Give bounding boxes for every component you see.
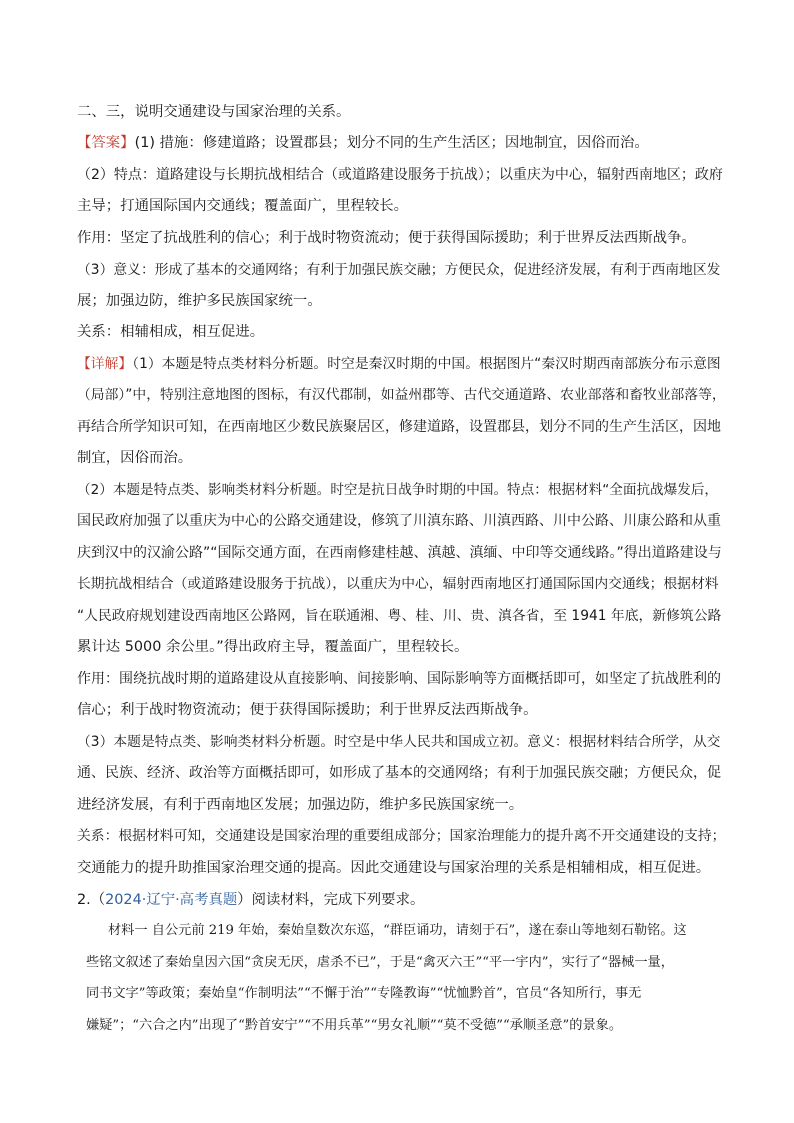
detail-text-9: “人民政府规划建设西南地区公路网，旨在联通湘、粤、桂、川、贵、滇各省，至 1941 年底，新修筑公路: [77, 608, 722, 624]
detail-text-10: 累计达 5000 余公里。”得出政府主导，覆盖面广，里程较长。: [77, 639, 469, 655]
question-2-close: ）: [237, 892, 252, 908]
material-line-3: 同书文字”等政策；秦始皇“作制明法”“不懈于治”“专隆教诲”“忧恤黔首”，官员“各知所行，事无: [86, 986, 642, 1001]
detail-text-4: 制宜，因俗而治。: [77, 450, 193, 466]
detail-text-2: （局部）”中，特别注意地图的图标，有汉代郡制，如益州郡等、古代交通道路、农业部落和畜牧业部落等，: [77, 387, 726, 403]
answer-line: [77, 134, 727, 152]
material-line-2: 些铭文叙述了秦始皇因六国“贪戾无厌，虐杀不已”，于是“禽灭六王”“平一宇内”，实行了“器械一量，: [86, 955, 674, 970]
detail-text-8: 长期抗战相结合（或道路建设服务于抗战），以重庆为中心，辐射西南地区打通国际国内交通线；根据材料: [77, 576, 719, 592]
detail-text-6: 国民政府加强了以重庆为中心的公路交通建设，修筑了川滇东路、川滇西路、川中公路、川康公路和从重: [77, 513, 721, 529]
detail-text-12: 信心；利于战时物资流动；便于获得国际援助；利于世界反法西斯战争。: [77, 702, 538, 718]
question-tail: 二、三，说明交通建设与国家治理的关系。: [77, 104, 351, 120]
detail-text-13: （3）本题是特点类、影响类材料分析题。时空是中华人民共和国成立初。意义：根据材料结合所学，从交: [77, 734, 721, 750]
question-2-number: 2.（: [77, 892, 106, 908]
detail-text-7: 庆到汉中的汉渝公路”“国际交通方面，在西南修建桂越、滇越、滇缅、中印等交通线路。”得出道路建设与: [77, 545, 722, 561]
answer-text-2: （2）特点：道路建设与长期抗战相结合（或道路建设服务于抗战）；以重庆为中心，辐射西南地区；政府: [77, 167, 723, 183]
detail-text-17: 交通能力的提升助推国家治理交通的提高。因此交通建设与国家治理的关系是相辅相成，相互促进。: [77, 860, 711, 876]
material-line-4: 嫌疑”；“六合之内”出现了“黔首安宁”“不用兵革”“男女礼顺”“莫不受德”“承顺圣意”的景象。: [86, 1018, 623, 1033]
detail-text-3: 再结合所学知识可知，在西南地区少数民族聚居区，修建道路，设置郡县，划分不同的生产生活区，因地: [77, 419, 721, 435]
detail-text-14: 通、民族、经济、政治等方面概括即可，如形成了基本的交通网络；有利于加强民族交融；方便民众，促: [77, 765, 721, 781]
answer-text-6: 展；加强边防，维护多民族国家统一。: [77, 293, 322, 309]
answer-text-3: 主导；打通国际国内交通线；覆盖面广，里程较长。: [77, 198, 408, 214]
detail-text-11: 作用：围绕抗战时期的道路建设从直接影响、间接影响、国际影响等方面概括即可，如坚定了抗战胜利的: [77, 671, 721, 687]
material-line-1: 材料一 自公元前 219 年始，秦始皇数次东巡，“群臣诵功，请刻于石”，遂在泰山等地刻石勒铭。这: [108, 923, 687, 938]
answer-text-4: 作用：坚定了抗战胜利的信心；利于战时物资流动；便于获得国际援助；利于世界反法西斯战争。: [77, 230, 696, 246]
answer-text-1: (1) 措施：修建道路；设置郡县；划分不同的生产生活区；因地制宜，因俗而治。: [134, 135, 649, 151]
detail-text-5: （2）本题是特点类、影响类材料分析题。时空是抗日战争时期的中国。特点：根据材料“全面抗战爆发后，: [77, 482, 719, 498]
question-2-source: 2024·辽宁·高考真题: [105, 892, 238, 908]
question-2-heading: [77, 891, 727, 909]
answer-text-7: 关系：相辅相成，相互促进。: [77, 324, 265, 340]
question-2-prompt: 阅读材料，完成下列要求。: [251, 892, 425, 908]
detail-text-1: （1）本题是特点类材料分析题。时空是秦汉时期的中国。根据图片“秦汉时期西南部族分布示意图: [132, 356, 721, 372]
answer-text-5: （3）意义：形成了基本的交通网络；有利于加强民族交融；方便民众，促进经济发展，有利于西南地区发: [77, 262, 721, 278]
detail-label: 【详解】: [77, 356, 133, 372]
detail-text-16: 关系：根据材料可知，交通建设是国家治理的重要组成部分；国家治理能力的提升离不开交通建设的支持；: [77, 828, 726, 844]
detail-text-15: 进经济发展，有利于西南地区发展；加强边防，维护多民族国家统一。: [77, 797, 524, 813]
detail-line: [77, 355, 727, 373]
answer-label: 【答案】: [77, 135, 135, 151]
